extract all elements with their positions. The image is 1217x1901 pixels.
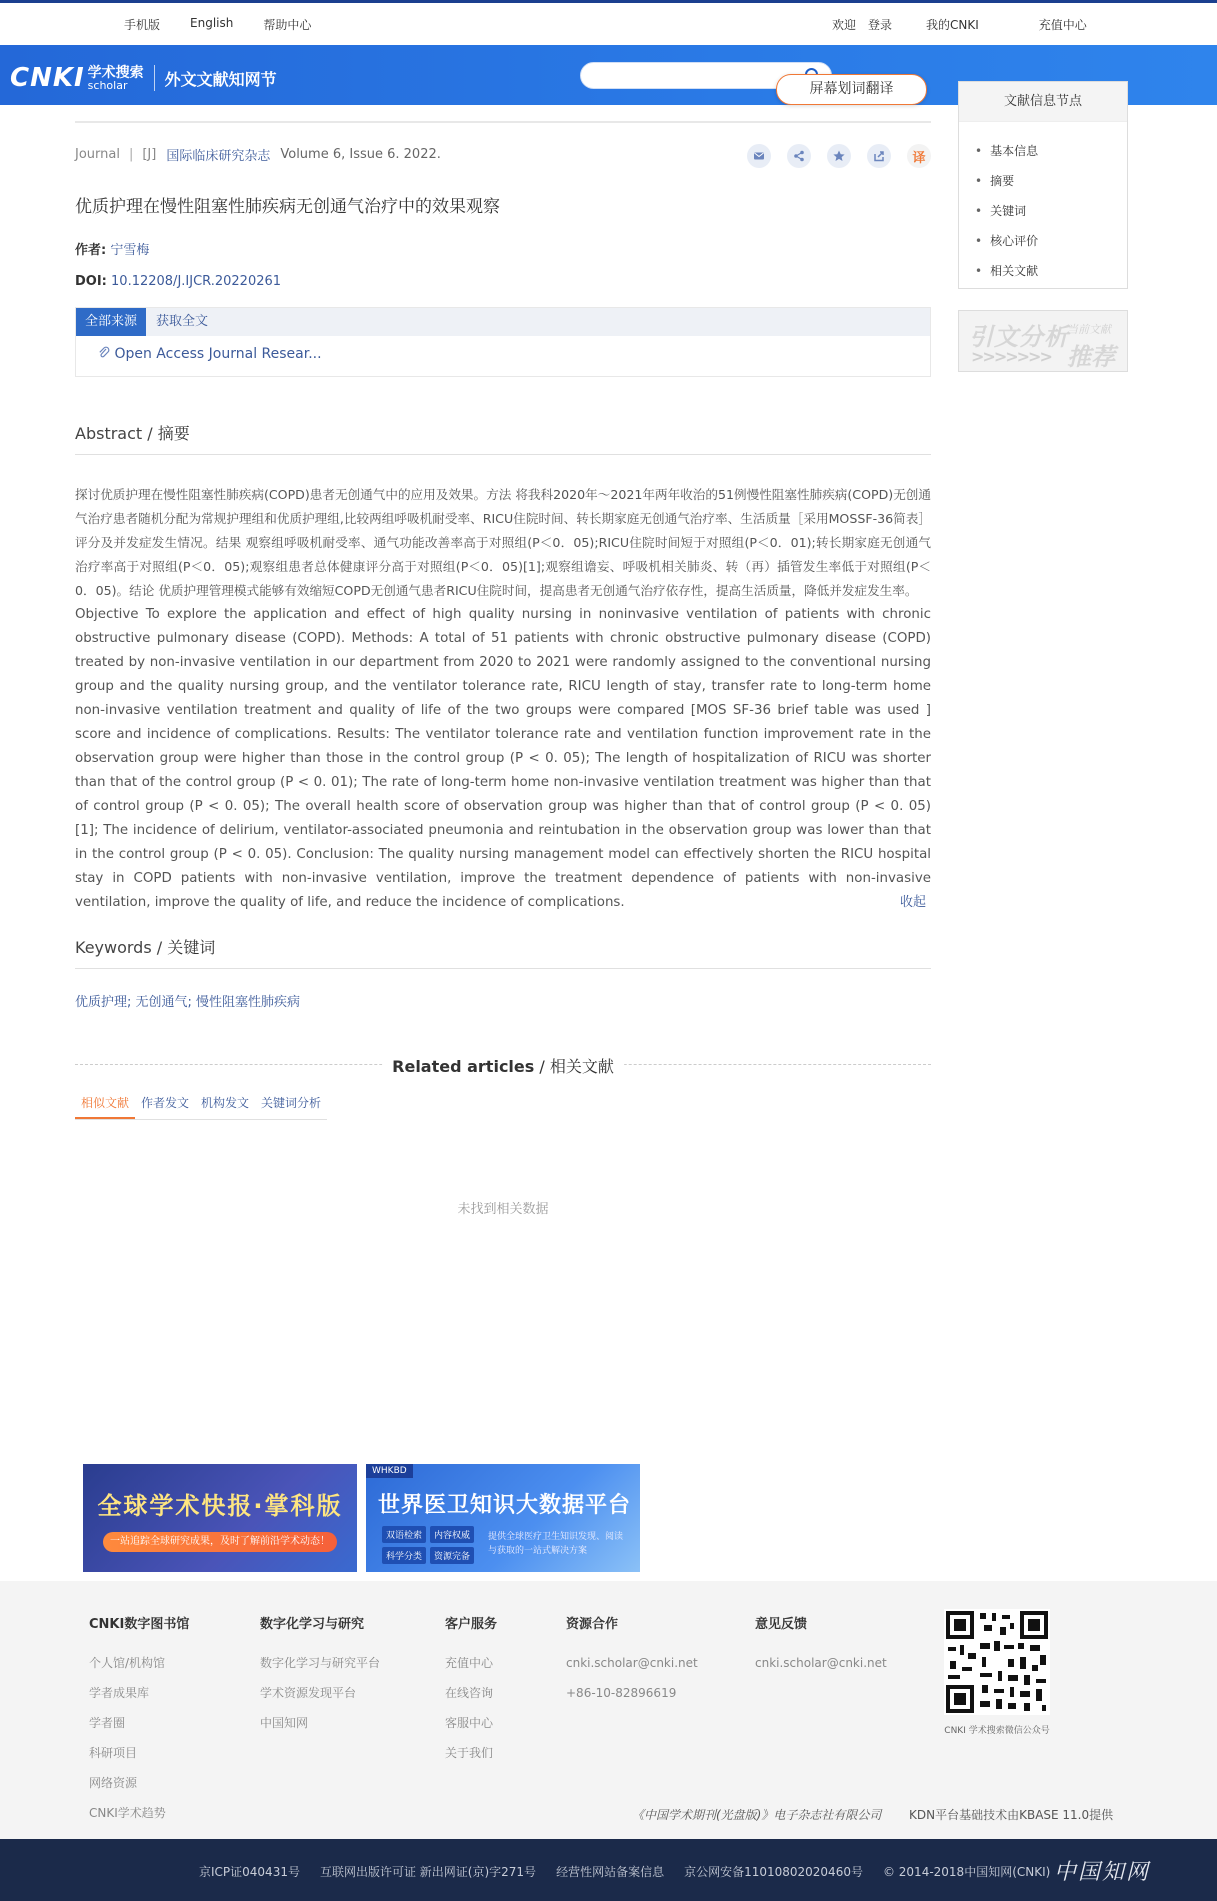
star-icon (832, 149, 846, 163)
login-link[interactable]: 登录 (868, 18, 893, 32)
ad-banner-global-express[interactable] (83, 1464, 357, 1572)
account-links (832, 16, 1099, 33)
author-field (75, 239, 931, 258)
logo-divider (154, 65, 155, 91)
footer-link[interactable]: 学术资源发现平台 (260, 1686, 357, 1700)
footer-col-digital (260, 1613, 380, 1738)
sidebar-title: 文献信息节点 (959, 82, 1127, 122)
footer-company: 《中国学术期刊(光盘版)》电子杂志社有限公司 (632, 1808, 882, 1822)
police-record[interactable]: 京公网安备11010802020460号 (684, 1865, 863, 1879)
ad2-title: 世界医卫知识大数据平台 (378, 1493, 632, 1518)
site-record[interactable]: 经营性网站备案信息 (556, 1865, 665, 1879)
source-box (75, 307, 931, 377)
footer-col-title: 客户服务 (445, 1617, 498, 1632)
translate-button[interactable]: 译 (907, 144, 931, 168)
abstract-heading: Abstract / 摘要 (75, 421, 931, 455)
footer-link[interactable]: 科研项目 (89, 1746, 138, 1760)
footer-col-title: 资源合作 (566, 1617, 619, 1632)
article-type: Journal (75, 147, 120, 162)
footer-link[interactable]: CNKI学术趋势 (89, 1806, 166, 1820)
tab-author-papers[interactable]: 作者发文 (141, 1096, 190, 1110)
footer-phone: +86-10-82896619 (566, 1686, 677, 1700)
footer-col-title: 意见反馈 (755, 1617, 808, 1632)
ad2-pills (382, 1526, 474, 1564)
footer-col-service (445, 1613, 497, 1768)
ad1-title: 全球学术快报·掌科版 (97, 1492, 343, 1520)
footer (0, 1581, 1217, 1839)
attachment-icon (98, 346, 114, 362)
sidebar-item-basic-info[interactable]: • 基本信息 (975, 136, 1127, 166)
ad2-pill: 内容权威 (430, 1526, 474, 1543)
footer-link[interactable]: 在线咨询 (445, 1686, 494, 1700)
ad-banner-medical-platform[interactable] (366, 1464, 640, 1572)
top-divider (75, 121, 931, 123)
my-cnki-link[interactable]: 我的CNKI (926, 18, 979, 32)
tab-all-sources[interactable]: 全部来源 (76, 308, 146, 336)
tab-get-fulltext[interactable]: 获取全文 (156, 314, 209, 329)
wechat-qr-code (944, 1609, 1050, 1715)
share-button[interactable] (787, 144, 811, 168)
article-title: 优质护理在慢性阻塞性肺疾病无创通气治疗中的效果观察 (75, 197, 500, 217)
article-type-code: [J] (142, 147, 157, 162)
footer-col-title: CNKI数字图书馆 (89, 1617, 190, 1632)
footer-link[interactable]: 客服中心 (445, 1716, 494, 1730)
related-heading-zh: 相关文献 (549, 1057, 614, 1076)
search-input[interactable] (593, 63, 803, 88)
footer-link[interactable]: 关于我们 (445, 1746, 494, 1760)
tab-institution-papers[interactable]: 机构发文 (201, 1096, 250, 1110)
author-link[interactable]: 宁雪梅 (110, 243, 150, 258)
top-bar (0, 0, 1217, 45)
site-title: 外文文献知网节 (164, 69, 277, 89)
logo-sub-bottom: scholar (87, 78, 128, 92)
ad2-tag: WHKBD (366, 1464, 413, 1478)
ad1-subtitle: 一站追踪全球研究成果，及时了解前沿学术动态！ (103, 1532, 337, 1552)
logo-cnki-text: CNKI (10, 63, 85, 93)
article-volume: Volume 6, Issue 6. 2022. (280, 147, 441, 162)
meta-separator: | (128, 147, 134, 162)
icp-license[interactable]: 京ICP证040431号 (199, 1865, 300, 1879)
article-actions (747, 144, 931, 168)
legal-links (199, 1863, 1050, 1880)
logo-scholar (88, 66, 144, 91)
source-item-label: Open Access Journal Resear... (114, 346, 322, 362)
related-heading-en: Related articles (392, 1057, 535, 1076)
cite-banner-big: 引文分析 (969, 323, 1069, 351)
footer-email[interactable]: cnki.scholar@cnki.net (755, 1656, 887, 1670)
footer-col-library (89, 1613, 189, 1828)
footer-link[interactable]: 中国知网 (260, 1716, 309, 1730)
journal-link[interactable]: 国际临床研究杂志 (166, 149, 271, 164)
main-content (75, 105, 931, 1217)
tab-similar[interactable]: 相似文献 (75, 1088, 135, 1119)
recharge-link[interactable]: 充值中心 (1038, 18, 1087, 32)
keywords-heading-en: Keywords (75, 938, 152, 957)
welcome-text: 欢迎 (832, 18, 857, 32)
collapse-link[interactable]: 收起 (899, 895, 926, 910)
copyright: © 2014-2018中国知网(CNKI) (882, 1865, 1051, 1879)
info-node-sidebar (958, 81, 1128, 289)
top-links (124, 16, 311, 33)
ad2-pill: 双语检索 (382, 1526, 426, 1543)
export-button[interactable] (867, 144, 891, 168)
email-icon (752, 149, 766, 163)
abstract-zh: 探讨优质护理在慢性阻塞性肺疾病(COPD)患者无创通气中的应用及效果。方法 将我科2020年～2021年两年收治的51例慢性阻塞性肺疾病(COPD)无创通气治疗患者随机分配为常规护理组和优质护理组,比较两组呼吸机耐受率、RICU住院时间、转长期家庭无创通气治疗率、生活质量［采用MOSSF-36简表］评分及并发症发生情况。结果 观察组呼吸机耐受率、通气功能改善率高于对照组(P＜0．05);RICU住院时间短于对照组(P＜0．01);转长期家庭无创通气治疗率高于对照组(P＜0．05);观察组患者总体健康评分高于对照组(P＜0．05)[1];观察组谵妄、呼吸机相关肺炎、转（再）插管发生率低于对照组(P＜0．05)。结论 优质护理管理模式能够有效缩短COPD无创通气患者RICU住院时间，提高患者无创通气治疗依存性，提高生活质量，降低并发症发生率。 (75, 487, 931, 598)
keywords-heading: Keywords / 关键词 (75, 935, 931, 969)
cite-banner-small: 当前文献 (1067, 323, 1111, 336)
cnki-logo[interactable] (10, 63, 277, 93)
footer-link[interactable]: 学者圈 (89, 1716, 126, 1730)
favorite-button[interactable] (827, 144, 851, 168)
qr-caption: CNKI 学术搜索微信公众号 (944, 1726, 1050, 1736)
cnki-brand-logo: 中国知网 (1054, 1860, 1151, 1885)
email-button[interactable] (747, 144, 771, 168)
footer-link[interactable]: 数字化学习与研究平台 (260, 1656, 381, 1670)
doi-field (75, 274, 931, 289)
ad2-pill: 科学分类 (382, 1547, 426, 1564)
help-link[interactable]: 帮助中心 (263, 18, 312, 32)
translate-tooltip[interactable]: 屏幕划词翻译 (776, 74, 927, 105)
footer-email[interactable]: cnki.scholar@cnki.net (566, 1656, 698, 1670)
source-item[interactable] (76, 336, 930, 376)
abstract-heading-en: Abstract (75, 424, 143, 443)
sidebar-item-keywords[interactable]: • 关键词 (975, 196, 1127, 226)
mobile-link[interactable]: 手机版 (124, 18, 161, 32)
doi-label: DOI: (75, 274, 107, 289)
footer-col-title: 数字化学习与研究 (260, 1617, 365, 1632)
tab-keyword-analysis[interactable]: 关键词分析 (261, 1096, 322, 1110)
sidebar-item-abstract[interactable]: • 摘要 (975, 166, 1127, 196)
footer-kdn: KDN平台基础技术由KBASE 11.0提供 (909, 1808, 1114, 1822)
footer-link[interactable]: 网络资源 (89, 1776, 138, 1790)
author-label: 作者: (75, 243, 107, 258)
sidebar-list (959, 122, 1127, 286)
footer-link[interactable]: 充值中心 (445, 1656, 494, 1670)
qr-code-icon (944, 1609, 1050, 1715)
cite-banner-arrows-icon: >>>>>>> (971, 347, 1051, 366)
keywords-list[interactable]: 优质护理; 无创通气; 慢性阻塞性肺疾病 (75, 995, 301, 1010)
cite-banner-recommend: 推荐 (1067, 343, 1115, 371)
ad2-pill: 资源完备 (430, 1547, 474, 1564)
export-icon (872, 149, 886, 163)
footer-link[interactable]: 学者成果库 (89, 1686, 150, 1700)
logo-sub-top: 学术搜索 (87, 64, 144, 81)
bottom-bar (0, 1839, 1217, 1901)
related-tabs (75, 1088, 327, 1120)
sidebar-item-related[interactable]: • 相关文献 (975, 256, 1127, 286)
footer-col-feedback (755, 1613, 887, 1678)
publish-license[interactable]: 互联网出版许可证 新出网证(京)字271号 (319, 1865, 537, 1879)
abstract-en: Objective To explore the application and effect of high quality nursing in noninvasive ventilation of patients with chronic obstructive pulmonary disease (COPD). Methods: A total of 51 patients with chronic obstructive pulmonary disease (COPD) treated by non-invasive ventilation in our department from 2020 to 2021 were randomly assigned to the conventional nursing group and the quality nursing group, and the ventilator tolerance rate, RICU length of stay, transfer rate to long-term home non-invasive ventilation treatment and quality of life of the two groups were compared [MOS SF-36 brief table was used ] score and incidence of complications. Results: The ventilator tolerance rate and ventilation function improvement rate in the observation group were higher than those in the control group (P < 0. 05); The length of hospitalization of RICU was shorter than that of the control group (P < 0. 01); The rate of long-term home non-invasive ventilation treatment was higher than that of control group (P < 0. 05); The overall health score of observation group was higher than that of control group (P < 0. 05) [1]; The incidence of delirium, ventilator-associated pneumonia and reintubation in the observation group was lower than that in the control group (P < 0. 05). Conclusion: The quality nursing management model can effectively shorten the RICU hospital stay in COPD patients with non-invasive ventilation, improve the treatment dependence of patients with non-invasive ventilation, improve the quality of life, and reduce the incidence of complications. (75, 607, 931, 910)
abstract-text (75, 483, 931, 915)
footer-col-cooperation (566, 1613, 698, 1708)
related-heading (75, 1054, 931, 1074)
footer-link[interactable]: 个人馆/机构馆 (89, 1656, 166, 1670)
sidebar-item-core-eval[interactable]: • 核心评价 (975, 226, 1127, 256)
ad2-desc: 提供全球医疗卫生知识发现、阅读与获取的一站式解决方案 (488, 1532, 624, 1556)
doi-link[interactable]: 10.12208/J.IJCR.20220261 (111, 274, 282, 289)
source-tabs (76, 308, 930, 336)
keywords-heading-zh: 关键词 (167, 938, 216, 957)
abstract-heading-zh: 摘要 (157, 424, 190, 443)
citation-analysis-banner[interactable] (958, 310, 1128, 372)
abstract-section (75, 421, 931, 915)
related-label: Related articles / 相关文献 (382, 1054, 624, 1077)
share-icon (792, 149, 806, 163)
keywords-section (75, 935, 931, 1010)
empty-state: 未找到相关数据 (457, 1202, 549, 1217)
english-link[interactable]: English (190, 16, 234, 30)
